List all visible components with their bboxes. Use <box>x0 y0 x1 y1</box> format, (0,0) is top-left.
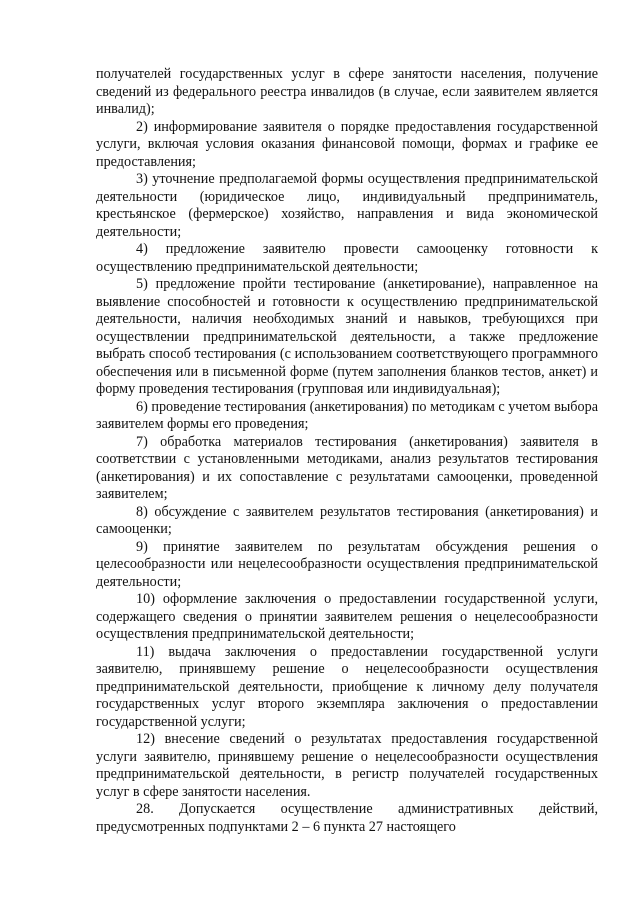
list-item-9: 9) принятие заявителем по результатам обсуждения решения о целесообразности или нецелесообразности осуществления предпринимательской деятельности; <box>96 538 598 590</box>
list-item-4: 4) предложение заявителю провести самооценку готовности к осуществлению предпринимательской деятельности; <box>96 241 598 275</box>
list-item-3: 3) уточнение предполагаемой формы осуществления предпринимательской деятельности (юридическое лицо, индивидуальный предприниматель, крестьянское (фермерское) хозяйство, направления и вида экономической деятельности; <box>96 171 598 240</box>
list-item-12: 12) внесение сведений о результатах предоставления государственной услуги заявителю, принявшему решение о нецелесообразности осуществления предпринимательской деятельности, в регистр получателей государственных услуг в сфере занятости населения. <box>96 731 598 800</box>
list-item-5: 5) предложение пройти тестирование (анкетирование), направленное на выявление способностей и готовности к осуществлению предпринимательской деятельности, наличия необходимых знаний и навыков, требующихся при осуществлении предпринимательской деятельности, а также предложение выбрать способ тестирования (с использованием соответствующего программного обеспечения или в письменной форме (путем заполнения бланков тестов, анкет) и форму проведения тестирования (групповая или индивидуальная); <box>96 276 598 397</box>
paragraph-continuation: получателей государственных услуг в сфере занятости населения, получение сведений из федерального реестра инвалидов (в случае, если заявителем является инвалид); <box>96 66 598 117</box>
list-item-7: 7) обработка материалов тестирования (анкетирования) заявителя в соответствии с установленными методиками, анализ результатов тестирования (анкетирования) и их сопоставление с результатами самооценки, проведенной заявителем; <box>96 433 598 502</box>
list-item-11: 11) выдача заключения о предоставлении государственной услуги заявителю, принявшему решение о нецелесообразности осуществления предпринимательской деятельности, приобщение к личному делу получателя государственных услуг второго экземпляра заключения о предоставлении государственной услуги; <box>96 643 598 730</box>
list-item-2: 2) информирование заявителя о порядке предоставления государственной услуги, включая условия оказания финансовой помощи, формах и графике ее предоставления; <box>96 118 598 170</box>
document-body <box>96 66 598 836</box>
list-item-10: 10) оформление заключения о предоставлении государственной услуги, содержащего сведения о принятии заявителем решения о нецелесообразности осуществления предпринимательской деятельности; <box>96 591 598 642</box>
list-item-8: 8) обсуждение с заявителем результатов тестирования (анкетирования) и самооценки; <box>96 503 598 537</box>
section-28-paragraph: 28. Допускается осуществление административных действий, предусмотренных подпунктами 2 – 6 пункта 27 настоящего <box>96 801 598 835</box>
list-item-6: 6) проведение тестирования (анкетирования) по методикам с учетом выбора заявителем формы его проведения; <box>96 398 599 432</box>
